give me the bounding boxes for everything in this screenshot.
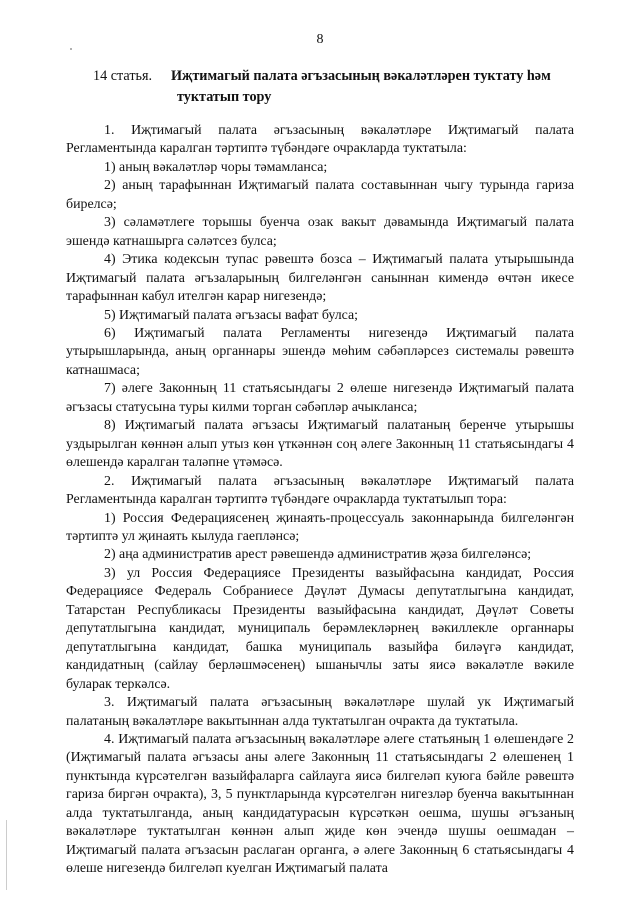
list-item: 8) Иҗтимагый палата әгъзасы Иҗтимагый палатаның беренче утырышы уздырылган көннән алып утыз көн үткәннән соң әлеге Законның 11 статьясындагы 4 өлешендә каралган таләпне үтәмәсә. [66,418,574,471]
article-title-continuation: туктатып тору [177,89,272,105]
list-item: 7) әлеге Законның 11 статьясындагы 2 өлеше нигезендә Иҗтимагый палата әгъзасы статусына туры килми торган сәбәпләр ачыкланса; [66,381,574,415]
paragraph: 2. Иҗтимагый палата әгъзасының вәкаләтләре Иҗтимагый палата Регламентында каралган тәртиптә түбәндәге очракларда туктатылып тора: [66,473,574,508]
article-number: 14 статья. [93,68,153,84]
list-item: 4) Этика кодексын тупас рәвештә бозса – Иҗтимагый палата утырышында Иҗтимагый палата әгъзаларының билгеләнгән саныннан кимендә өчтән икесе тарафыннан кабул ителгән карар нигезендә; [66,252,574,305]
scan-margin-mark [6,820,7,890]
list-item: 6) Иҗтимагый палата Регламенты нигезендә Иҗтимагый палата утырышларында, аның органнары эшендә мөһим сәбәпләрсез системалы рәвештә катнашмаса; [66,325,574,378]
list-item: 2) аңа административ арест рәвешендә административ җәза билгеләнсә; [104,547,532,563]
document-body [66,122,574,879]
page-number: 8 [316,32,324,47]
scan-speck [70,48,72,50]
paragraph: 1. Иҗтимагый палата әгъзасының вәкаләтләре Иҗтимагый палата Регламентында каралган тәртиптә түбәндәге очракларда туктатыла: [66,123,574,157]
list-item: 2) аның тарафыннан Иҗтимагый палата составыннан чыгу турында гариза бирелсә; [66,178,574,212]
paragraph: 3. Иҗтимагый палата әгъзасының вәкаләтләре шулай ук Иҗтимагый палатаның вәкаләтләре вакытыннан алда туктатылган очракта да туктатыла. [66,695,574,729]
list-item: 3) ул Россия Федерациясе Президенты вазыйфасына кандидат, Россия Федерациясе Федераль Собраниесе Дәүләт Думасы депутатлыгына кандидат, Татарстан Республикасы Президенты вазыйфасына кандидат, Дәүләт Советы депутатлыгына кандидат, муниципаль берәмлекләрнең вәкиллекле органнары депутатлыгына кандидат, башка муниципаль вазыйфа биләүгә кандидат, кандидатның (сайлау берләшмәсенең) ышанычлы заты яисә вәкаләтле вәкиле буларак теркәлсә. [66,565,574,692]
list-item: 5) Иҗтимагый палата әгъзасы вафат булса; [104,307,359,323]
list-item: 1) аның вәкаләтләр чоры тәмамланса; [104,159,328,175]
article-heading-line-1 [93,66,573,87]
paragraph: 4. Иҗтимагый палата әгъзасының вәкаләтләре әлеге статьяның 1 өлешендәге 2 (Иҗтимагый палата әгъзасы аны әлеге Законның 11 статьясындагы 2 өлешенең 1 пунктында күрсәтелгән вазыйфаларга сайлауга яисә билгеләп куюга бәйле рәвештә гариза биргән очракта), 3, 5 пунктларында күрсәтелгән нигезләр буенча вакытыннан алда туктатылганда, аның кандидатурасын күрсәткән оешма, шушы әгъзаның вәкаләтләре туктатылган көннән алып җиде көн эчендә шушы оешмадан – Иҗтимагый палата әгъзасын раслаган органга, ә әлеге Законның 6 статьясындагы 4 өлеше нигезендә билгеләп куелган Иҗтимагый палата [66,731,574,877]
article-heading [93,66,573,108]
list-item: 1) Россия Федерациясенең җинаять-процессуаль законнарында билгеләнгән тәртиптә ул җинаять кылуда гаепләнсә; [66,510,574,544]
article-title: Иҗтимагый палата әгъзасының вәкаләтләрен туктату һәм [171,68,551,84]
list-item: 3) сәламәтлеге торышы буенча озак вакыт дәвамында Иҗтимагый палата эшендә катнашырга сәләтсез булса; [66,215,574,249]
